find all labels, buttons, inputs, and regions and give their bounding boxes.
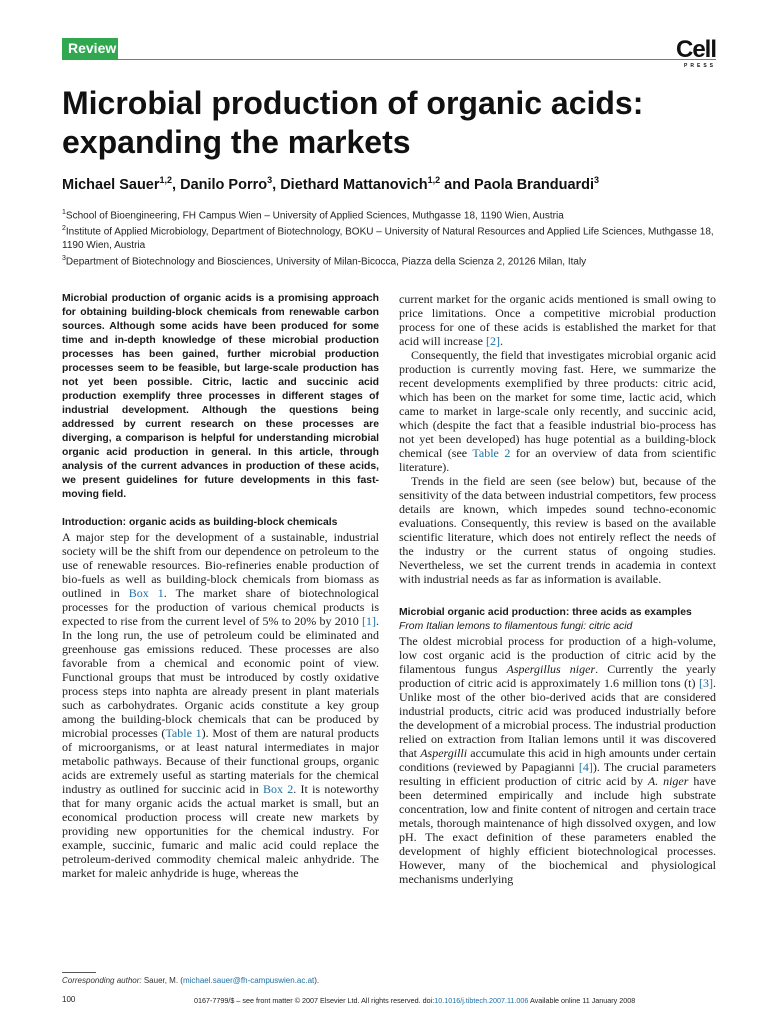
text-run: . The market share of biotechnological processes for the production of various chemical products is expected to rise from the current level of 5% to 20% by 2010 [62, 586, 379, 628]
author-sep: , [172, 176, 181, 193]
page-number: 100 [62, 995, 76, 1004]
affil-text: School of Bioengineering, FH Campus Wien – University of Applied Sciences, Muthgasse 18, 1190 Wien, Austria [65, 210, 564, 222]
author-sep: and [440, 176, 474, 193]
affil-text: Department of Biotechnology and Biosciences, University of Milan-Bicocca, Piazza della Scienza 2, 20126 Milan, Italy [65, 255, 587, 267]
table1-link[interactable]: Table 1 [165, 726, 202, 740]
text-run: . Currently the yearly production of citric acid is approximately 1.6 million tons (t) [399, 662, 716, 690]
section-tag-label: Review [68, 40, 117, 56]
section-heading-three-acids: Microbial organic acid production: three acids as examples [399, 607, 692, 618]
abstract: Microbial production of organic acids is a promising approach for obtaining building-block chemicals from renewable carbon sources. Although some acids have been produced for some time and in-depth knowledge of these microbial production processes has been gained, further microbial production processes seem to be feasible, but large-scale production has not yet been possible. Citric, lactic and succinic acid production exemplify three processes in different stages of industrial development. Although the questions being addressed by current research on these processes are diverging, a comparison is helpful for understanding microbial organic acid production in general. In this article, through analysis of the current advances in production of these acids, we present guidelines for future developments in this fast-moving field. [62, 293, 379, 500]
box2-link[interactable]: Box 2 [263, 782, 294, 796]
author-email-link[interactable]: michael.sauer@fh-campuswien.ac.at [182, 976, 315, 985]
affiliation [62, 206, 722, 222]
ref-link[interactable]: [3] [699, 676, 713, 690]
table2-link[interactable]: Table 2 [472, 446, 511, 460]
ref-link[interactable]: [2] [485, 334, 500, 348]
text-run: Consequently, the field that investigates microbial organic acid production is currently moving fast. Here, we summarize the recent developments exemplified by three products: citric acid, which has been on the market for some time, lactic acid, which came to market in large-scale only recently, and succinic acid, which (despite the fact that a feasible industrial bio-process has not yet been developed) has huge potential as a building-block chemical (see [399, 348, 716, 460]
author-sep: , [272, 176, 281, 193]
author-name: Diethard Mattanovich [280, 176, 428, 193]
right-paragraph-3: Trends in the field are seen (see below) but, because of the sensitivity of the data between industrial competitors, few process details are known, which impedes sound techno-economic evaluations. Consequently, this review is based on the available scientific literature, which does not entirely reflect the needs of the industry or the current status of ongoing studies. Nevertheless, we set the current trends in academia in context with industrial needs as far as information is available. [399, 474, 716, 586]
species-name: Aspergilli [420, 746, 468, 760]
right-column [399, 292, 716, 886]
author-affil-sup: 1,2 [159, 175, 173, 185]
affiliation [62, 252, 722, 268]
footnote-label: Corresponding author: [62, 976, 142, 985]
subsection-heading-citric: From Italian lemons to filamentous fungi: citric acid [399, 621, 633, 632]
citric-paragraph [399, 634, 716, 886]
box1-link[interactable]: Box 1 [128, 586, 164, 600]
text-run: ). Most of them are natural products of microorganisms, or at least natural intermediates in major metabolic pathways. Because of their functional groups, organic acids are extremely useful as starting materials for the chemical industry as outlined for succinic acid in [62, 726, 380, 796]
journal-header-bar [62, 36, 716, 63]
corresponding-author-note [62, 972, 382, 985]
text-run: accumulate this acid in high amounts under certain conditions (reviewed by Papagianni [399, 746, 716, 774]
ref-link[interactable]: [4] [578, 760, 593, 774]
article-title: Microbial production of organic acids: expanding the markets [62, 85, 644, 160]
right-paragraph-2 [399, 348, 716, 474]
affil-num: 2 [62, 225, 66, 233]
issn-line [194, 996, 635, 1005]
species-name: Aspergillus niger [506, 662, 596, 676]
author-affil-sup: 1,2 [427, 175, 441, 185]
footnote-close: ). [314, 976, 320, 985]
cell-press-logo [672, 38, 716, 69]
ref-link[interactable]: [1] [362, 614, 376, 628]
doi-link[interactable]: 10.1016/j.tibtech.2007.11.006 [434, 996, 529, 1005]
author-name: Paola Branduardi [473, 176, 595, 193]
text-run: . Unlike most of the other bio-derived acids that are considered industrial products, citric acid was produced industrially before the development of a microbial process. The industrial production relied on extraction from Italian lemons until it was discovered that [399, 676, 716, 760]
text-run: The oldest microbial process for production of a high-volume, low cost organic acid is the production of citric acid by the filamentous fungus [399, 634, 716, 676]
text-run: for an overview of data from scientific literature). [399, 446, 716, 474]
text-run: ). The crucial parameters resulting in efficient production of citric acid by [399, 760, 716, 788]
logo-main: Cell [675, 36, 716, 63]
left-column [62, 292, 379, 880]
footnote-rule [62, 972, 96, 973]
author-affil-sup: 3 [267, 175, 273, 185]
author-name: Danilo Porro [180, 176, 268, 193]
header-rule [62, 59, 716, 60]
footnote-name: Sauer, M. ( [141, 976, 183, 985]
text-run: . It is noteworthy that for many organic acids the actual market is small, but an economical production process will create new markets by providing new opportunities for the chemical industry. For example, succinic, fumaric and malic acid could replace the petroleum-derived commodity chemical maleic anhydride. The market for maleic anhydride is huge, whereas the [62, 782, 379, 880]
issn-text: 0167-7799/$ – see front matter © 2007 Elsevier Ltd. All rights reserved. doi: [194, 996, 435, 1005]
section-tag [62, 38, 118, 60]
affiliations [62, 206, 722, 268]
author-name: Michael Sauer [62, 176, 160, 193]
right-paragraph-1 [399, 292, 716, 348]
affil-num: 3 [62, 254, 66, 262]
intro-paragraph [62, 530, 379, 880]
logo-sub: PRESS [684, 63, 716, 69]
available-online: Available online 11 January 2008 [528, 996, 636, 1005]
text-run: . In the long run, the use of petroleum could be eliminated and greenhouse gas emissions reduced. These processes are also favorable from a chemical and economic point of view. Functional groups that must be introduced by costly oxidative process steps into naphta are already present in plant materials such as carbohydrates. Organic acids constitute a key group among the building-block chemicals that can be produced by microbial processes ( [62, 614, 379, 740]
text-run: . [499, 334, 503, 348]
species-name: A. niger [647, 774, 689, 788]
section-heading-intro: Introduction: organic acids as building-block chemicals [62, 517, 338, 528]
text-run: A major step for the development of a sustainable, industrial society will be the shift from our dependence on petroleum to the use of renewable resources. Bio-refineries enable production of bio-fuels as well as building-block chemicals from biomass as outlined in [62, 530, 379, 600]
affil-text: Institute of Applied Microbiology, Department of Biotechnology, BOKU – University of Natural Resources and Applied Life Sciences, Muthgasse 18, 1190 Wien, Austria [62, 226, 714, 251]
author-list [62, 175, 599, 193]
page-footer [62, 995, 716, 1009]
author-affil-sup: 3 [594, 175, 600, 185]
affil-num: 1 [62, 209, 66, 216]
affiliation [62, 222, 722, 251]
text-run: current market for the organic acids mentioned is small owing to price limitations. Once a competitive microbial production process for one of these acids is established the market for that acid will increase [399, 292, 716, 348]
text-run: have been determined empirically and include high substrate concentration, low and finite content of nitrogen and certain trace metals, thorough maintenance of high dissolved oxygen, and low pH. The exact definition of these parameters enabled the development of highly efficient biotechnological processes. However, many of the biochemical and physiological mechanisms underlying [399, 774, 716, 886]
